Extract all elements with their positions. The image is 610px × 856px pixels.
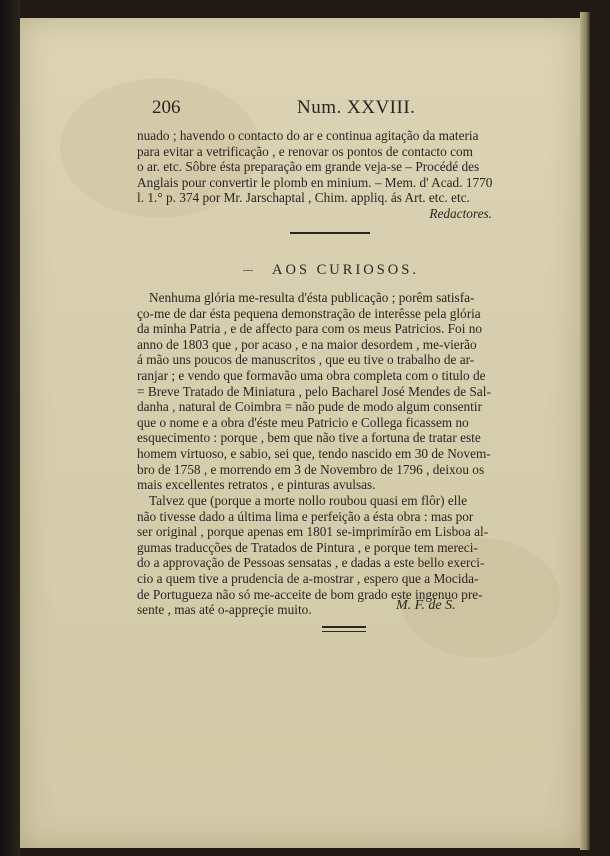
text-line: o ar. etc. Sôbre ésta preparação em grande veja-se – Procédé des [137,159,480,175]
running-title: Num. XXVIII. [297,97,416,118]
book-spine-shadow [0,0,20,856]
paragraph-two [137,493,537,618]
text-line: mais excellentes retratos , e pinturas avulsas. [137,477,376,493]
text-line: sente , mas até o-appreçie muito. [137,602,312,618]
text-line: ranjar ; e vendo que formavão uma obra completa com o titulo de [137,367,486,383]
text-line: ser original , porque apenas em 1801 se-imprimírão em Lisboa al- [137,524,489,540]
page-header [152,97,572,121]
text-line: para evitar a vetrificação , e renovar os pontos de contacto com [137,143,473,159]
text-line: esquecimento : porque , bem que não tive a fortuna de tratar este [137,430,481,446]
text-line: ço-me de dar ésta pequena demonstração de interêsse pela glória [137,305,481,321]
page-edge [580,12,590,850]
text-line: do a approvação de Pessoas sensatas , e dadas a este bello exerci- [137,555,485,571]
author-signature: M. F. de S. [396,598,456,613]
redactores-signature: Redactores. [429,205,492,221]
text-line: homem virtuoso, e sabio, sei que, tendo nascido em 30 de Novem- [137,445,491,461]
text-line: = Breve Tratado de Miniatura , pelo Bacharel José Mendes de Sal- [137,383,491,399]
section-divider [290,232,370,234]
text-line: Talvez que (porque a morte nollo roubou quasi em flôr) elle [149,493,468,508]
top-paragraph [137,128,537,222]
text-line: que o nome e a obra d'éste meu Patricio e Collega ficassem no [137,414,469,430]
closing-rule-top [322,626,366,628]
section-title: AOS CURIOSOS. [272,262,419,278]
text-line: Nenhuma glória me-resulta d'ésta publicação ; porêm satisfa- [149,290,475,305]
text-line: l. 1.° p. 374 por Mr. Jarschaptal , Chim. appliq. ás Art. etc. etc. [137,190,470,206]
ornament-dash [243,270,253,271]
text-line: bro de 1758 , e morrendo em 3 de Novembro de 1796 , deixou os [137,461,485,477]
text-line: não tivesse dado a última lima e perfeição a ésta obra : mas por [137,508,474,524]
text-line: da minha Patria , e de affecto para com os meus Patricios. Foi no [137,321,483,337]
text-line: Anglais pour convertir le plomb en minium. – Mem. d' Acad. 1770 [137,174,493,190]
text-line: de Portugueza não só me-acceite de bom grado este ingenuo pre- [137,586,483,602]
text-line: cio a quem tive a prudencia de a-mostrar , espero que a Mocida- [137,570,479,586]
closing-rule-bottom [322,631,366,632]
text-line: á mão uns poucos de manuscritos , que eu tive o trabalho de ar- [137,352,475,368]
text-line: danha , natural de Coimbra = não pude de modo algum consentir [137,399,482,415]
text-line: gumas traducções de Tratados de Pintura , e porque tem mereci- [137,539,478,555]
text-line: nuado ; havendo o contacto do ar e continua agitação da materia [137,128,479,143]
page-number: 206 [152,97,181,118]
text-line: anno de 1803 que , por acaso , e na maior desordem , me-vierão [137,336,477,352]
paragraph-one [137,290,537,493]
